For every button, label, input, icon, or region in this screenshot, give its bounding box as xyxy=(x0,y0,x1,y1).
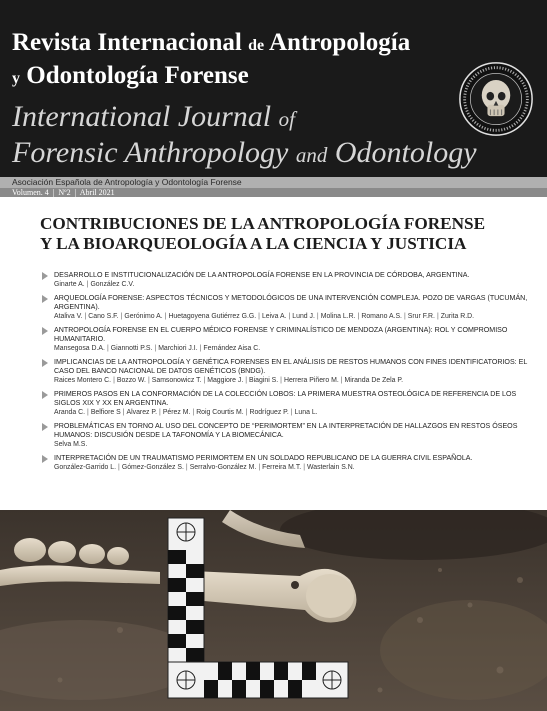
author-separator: | xyxy=(113,377,115,384)
author-separator: | xyxy=(340,377,343,384)
author-name: Belfiore S xyxy=(90,409,121,416)
author-separator: | xyxy=(106,345,109,352)
article-entry xyxy=(42,454,542,473)
triangle-bullet-icon xyxy=(42,272,48,280)
author-separator: | xyxy=(203,377,206,384)
issue-heading: CONTRIBUCIONES DE LA ANTROPOLOGÍA FORENSE Y LA BIOARQUEOLOGÍA A LA CIENCIA Y JUSTICIA xyxy=(40,214,486,253)
author-name: Roig Courtis M. xyxy=(196,409,244,416)
author-separator: | xyxy=(164,313,167,320)
article-authors xyxy=(54,280,542,290)
author-name: Ginarte A. xyxy=(54,281,85,288)
article-authors xyxy=(54,376,542,386)
author-name: Cano S.F. xyxy=(88,313,119,320)
article-entry xyxy=(42,294,542,322)
triangle-bullet-icon xyxy=(42,295,48,303)
author-separator: | xyxy=(288,313,291,320)
author-name: Aranda C. xyxy=(54,409,86,416)
author-separator: | xyxy=(316,313,319,320)
article-entry xyxy=(42,358,542,386)
author-name: Miranda De Zela P. xyxy=(344,377,404,384)
author-name: Maggiore J. xyxy=(207,377,244,384)
author-name: Mansegosa D.A. xyxy=(54,345,105,352)
author-separator: | xyxy=(86,281,89,288)
article-authors xyxy=(54,440,542,450)
author-separator: | xyxy=(120,313,123,320)
author-separator: | xyxy=(154,345,157,352)
author-name: Gómez-González S. xyxy=(121,464,184,471)
triangle-bullet-icon xyxy=(42,391,48,399)
author-name: Pérez M. xyxy=(162,409,191,416)
article-authors xyxy=(54,463,542,473)
author-separator: | xyxy=(192,409,195,416)
author-separator: | xyxy=(357,313,360,320)
article-authors xyxy=(54,408,542,418)
author-name: Bozzo W. xyxy=(116,377,146,384)
author-name: Zurita R.D. xyxy=(440,313,475,320)
triangle-bullet-icon xyxy=(42,455,48,463)
author-name: Samsonowicz T. xyxy=(151,377,202,384)
author-name: Ferreira M.T. xyxy=(262,464,302,471)
author-name: Serralvo-González M. xyxy=(189,464,257,471)
author-name: Biagini S. xyxy=(249,377,279,384)
article-title: DESARROLLO E INSTITUCIONALIZACIÓN DE LA ANTROPOLOGÍA FORENSE EN LA PROVINCIA DE CÓRDOBA, ARGENTINA. xyxy=(54,271,470,279)
author-name: Luna L. xyxy=(294,409,318,416)
author-separator: | xyxy=(122,409,125,416)
author-name: Herrera Piñero M. xyxy=(283,377,339,384)
triangle-bullet-icon xyxy=(42,327,48,335)
article-entry xyxy=(42,390,542,418)
author-name: Molina L.R. xyxy=(320,313,356,320)
article-entry xyxy=(42,271,542,290)
author-separator: | xyxy=(280,377,282,384)
author-name: Ataliva V. xyxy=(54,313,83,320)
article-authors xyxy=(54,312,542,322)
article-entry xyxy=(42,326,542,354)
author-separator: | xyxy=(290,409,293,416)
author-name: González-Garrido L. xyxy=(54,464,117,471)
author-name: González C.V. xyxy=(90,281,135,288)
author-separator: | xyxy=(403,313,406,320)
article-title: PRIMEROS PASOS EN LA CONFORMACIÓN DE LA COLECCIÓN LOBOS: LA PRIMERA MUESTRA OSTEOLÓGICA DE REFERENCIA DE LOS SIGLOS XIX Y XX EN ARGENTINA. xyxy=(54,390,517,407)
author-separator: | xyxy=(258,464,261,471)
article-title: IMPLICANCIAS DE LA ANTROPOLOGÍA Y GENÉTICA FORENSES EN EL ANÁLISIS DE RESTOS HUMANOS CON FINES IDENTIFICATORIOS: EL CASO DEL BANCO NACIONAL DE DATOS GENÉTICOS (BNDG). xyxy=(54,358,528,375)
author-separator: | xyxy=(436,313,439,320)
article-entry xyxy=(42,422,542,450)
author-name: Selva M.S. xyxy=(54,441,88,448)
author-name: Fernández Aisa C. xyxy=(203,345,261,352)
article-title: ANTROPOLOGÍA FORENSE EN EL CUERPO MÉDICO FORENSE Y CRIMINALÍSTICO DE MENDOZA (ARGENTINA): ROL Y COMPROMISO HUMANITARIO. xyxy=(54,326,508,343)
author-name: Srur F.R. xyxy=(407,313,435,320)
excavation-illustration xyxy=(0,510,547,711)
association-name: Asociación Española de Antropología y Odontología Forense xyxy=(12,177,242,187)
author-name: Raices Montero C. xyxy=(54,377,112,384)
author-name: Marchiori J.I. xyxy=(158,345,198,352)
author-separator: | xyxy=(159,409,161,416)
author-name: Alvarez P. xyxy=(126,409,158,416)
author-name: Giannotti P.S. xyxy=(110,345,153,352)
author-name: Rodríguez P. xyxy=(249,409,289,416)
author-separator: | xyxy=(199,345,202,352)
article-title: INTERPRETACIÓN DE UN TRAUMATISMO PERIMORTEM EN UN SOLDADO REPUBLICANO DE LA GUERRA CIVIL ESPAÑOLA. xyxy=(54,454,473,462)
author-name: Lund J. xyxy=(292,313,315,320)
triangle-bullet-icon xyxy=(42,423,48,431)
cover-photo-excavation xyxy=(0,510,547,711)
journal-title-spanish: Revista Internacional de Antropología y Odontología Forense xyxy=(12,29,411,89)
author-name: Romano A.S. xyxy=(361,313,402,320)
author-name: Huetagoyena Gutiérrez G.G. xyxy=(168,313,257,320)
author-separator: | xyxy=(118,464,120,471)
article-authors xyxy=(54,344,542,354)
cover-header xyxy=(0,0,547,177)
author-separator: | xyxy=(185,464,188,471)
author-separator: | xyxy=(303,464,305,471)
triangle-bullet-icon xyxy=(42,359,48,367)
author-separator: | xyxy=(245,409,248,416)
author-name: Gerónimo A. xyxy=(124,313,163,320)
author-separator: | xyxy=(147,377,150,384)
article-list xyxy=(42,271,542,477)
author-name: Leiva A. xyxy=(261,313,287,320)
journal-title-english: International Journal of Forensic Anthropology and Odontology xyxy=(12,100,477,169)
article-title: ARQUEOLOGÍA FORENSE: ASPECTOS TÉCNICOS Y METODOLÓGICOS DE UNA INTERVENCIÓN COMPLEJA. POZO DE VARGAS (TUCUMÁN, ARGENTINA). xyxy=(54,294,528,311)
author-separator: | xyxy=(258,313,260,320)
author-separator: | xyxy=(87,409,89,416)
volume-issue-date: Volumen. 4 | Nº2 | Abril 2021 xyxy=(12,188,115,197)
article-title: PROBLEMÁTICAS EN TORNO AL USO DEL CONCEPTO DE “PERIMORTEM” EN LA INTERPRETACIÓN DE HALLAZGOS EN RESTOS ÓSEOS HUMANOS: DISCUSIÓN DESDE LA TAFONOMÍA Y LA BIOMECÁNICA. xyxy=(54,422,518,439)
author-separator: | xyxy=(245,377,248,384)
author-name: Wasterlain S.N. xyxy=(306,464,355,471)
author-separator: | xyxy=(84,313,87,320)
